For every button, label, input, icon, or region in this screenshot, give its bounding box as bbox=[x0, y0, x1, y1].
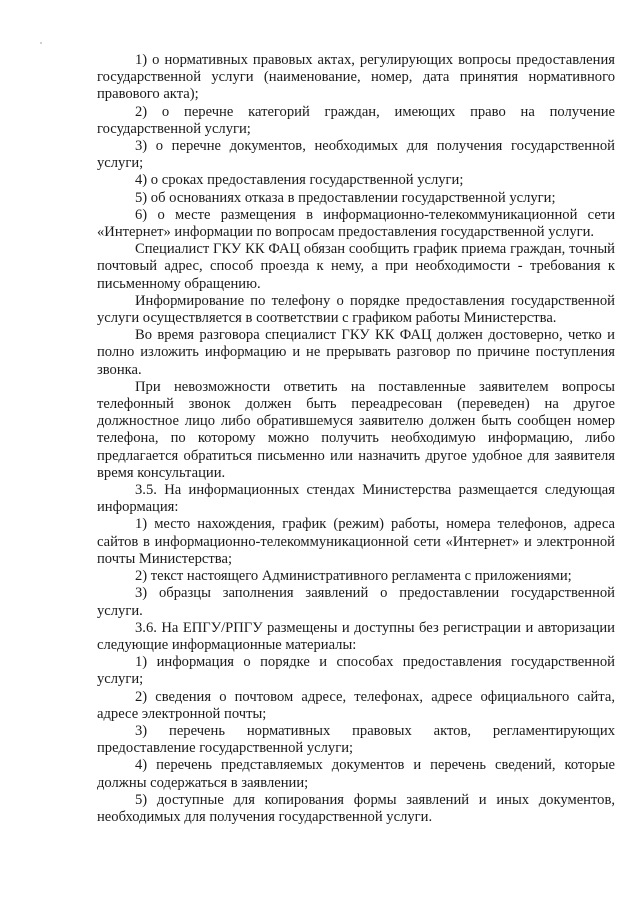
paragraph: 2) о перечне категорий граждан, имеющих право на получение государственной услуги; bbox=[97, 103, 615, 137]
paragraph: Специалист ГКУ КК ФАЦ обязан сообщить график приема граждан, точный почтовый адрес, способ проезда к нему, а при необходимости - требования к письменному обращению. bbox=[97, 241, 615, 292]
scan-speck bbox=[40, 42, 42, 44]
paragraph: 2) сведения о почтовом адресе, телефонах, адресе официального сайта, адресе электронной почты; bbox=[97, 688, 615, 722]
paragraph: 1) о нормативных правовых актах, регулирующих вопросы предоставления государственной услуги (наименование, номер, дата принятия нормативного правового акта); bbox=[97, 52, 615, 103]
paragraph: Во время разговора специалист ГКУ КК ФАЦ должен достоверно, четко и полно изложить информацию и не прерывать разговор по причине поступления звонка. bbox=[97, 327, 615, 378]
paragraph: 6) о месте размещения в информационно-телекоммуникационной сети «Интернет» информации по вопросам предоставления государственной услуги. bbox=[97, 206, 615, 241]
paragraph: 4) перечень представляемых документов и перечень сведений, которые должны содержаться в заявлении; bbox=[97, 757, 615, 791]
paragraph: Информирование по телефону о порядке предоставления государственной услуги осуществляется в соответствии с графиком работы Министерства. bbox=[97, 292, 615, 327]
paragraph: 4) о сроках предоставления государственной услуги; bbox=[135, 172, 464, 189]
paragraph: 3.5. На информационных стендах Министерства размещается следующая информация: bbox=[97, 482, 615, 516]
paragraph: 3) перечень нормативных правовых актов, регламентирующих предоставление государственной услуги; bbox=[97, 722, 615, 757]
document-body bbox=[97, 52, 615, 826]
paragraph: 5) об основаниях отказа в предоставлении государственной услуги; bbox=[135, 189, 556, 206]
paragraph: 3) о перечне документов, необходимых для получения государственной услуги; bbox=[97, 138, 615, 172]
paragraph: 2) текст настоящего Административного регламента с приложениями; bbox=[135, 568, 572, 585]
paragraph: 1) информация о порядке и способах предоставления государственной услуги; bbox=[97, 654, 615, 688]
paragraph: При невозможности ответить на поставленные заявителем вопросы телефонный звонок должен быть переадресован (переведен) на другое должностное лицо либо обратившемуся заявителю должен быть сообщен номер телефона, по которому можно получить необходимую информацию, либо предлагается обратиться письменно или назначить другое удобное для заявителя время консультации. bbox=[97, 378, 615, 481]
paragraph: 5) доступные для копирования формы заявлений и иных документов, необходимых для получения государственной услуги. bbox=[97, 791, 615, 825]
paragraph: 1) место нахождения, график (режим) работы, номера телефонов, адреса сайтов в информационно-телекоммуникационной сети «Интернет» и электронной почты Министерства; bbox=[97, 516, 615, 567]
paragraph: 3) образцы заполнения заявлений о предоставлении государственной услуги. bbox=[97, 585, 615, 619]
paragraph: 3.6. На ЕПГУ/РПГУ размещены и доступны без регистрации и авторизации следующие информационные материалы: bbox=[97, 619, 615, 653]
